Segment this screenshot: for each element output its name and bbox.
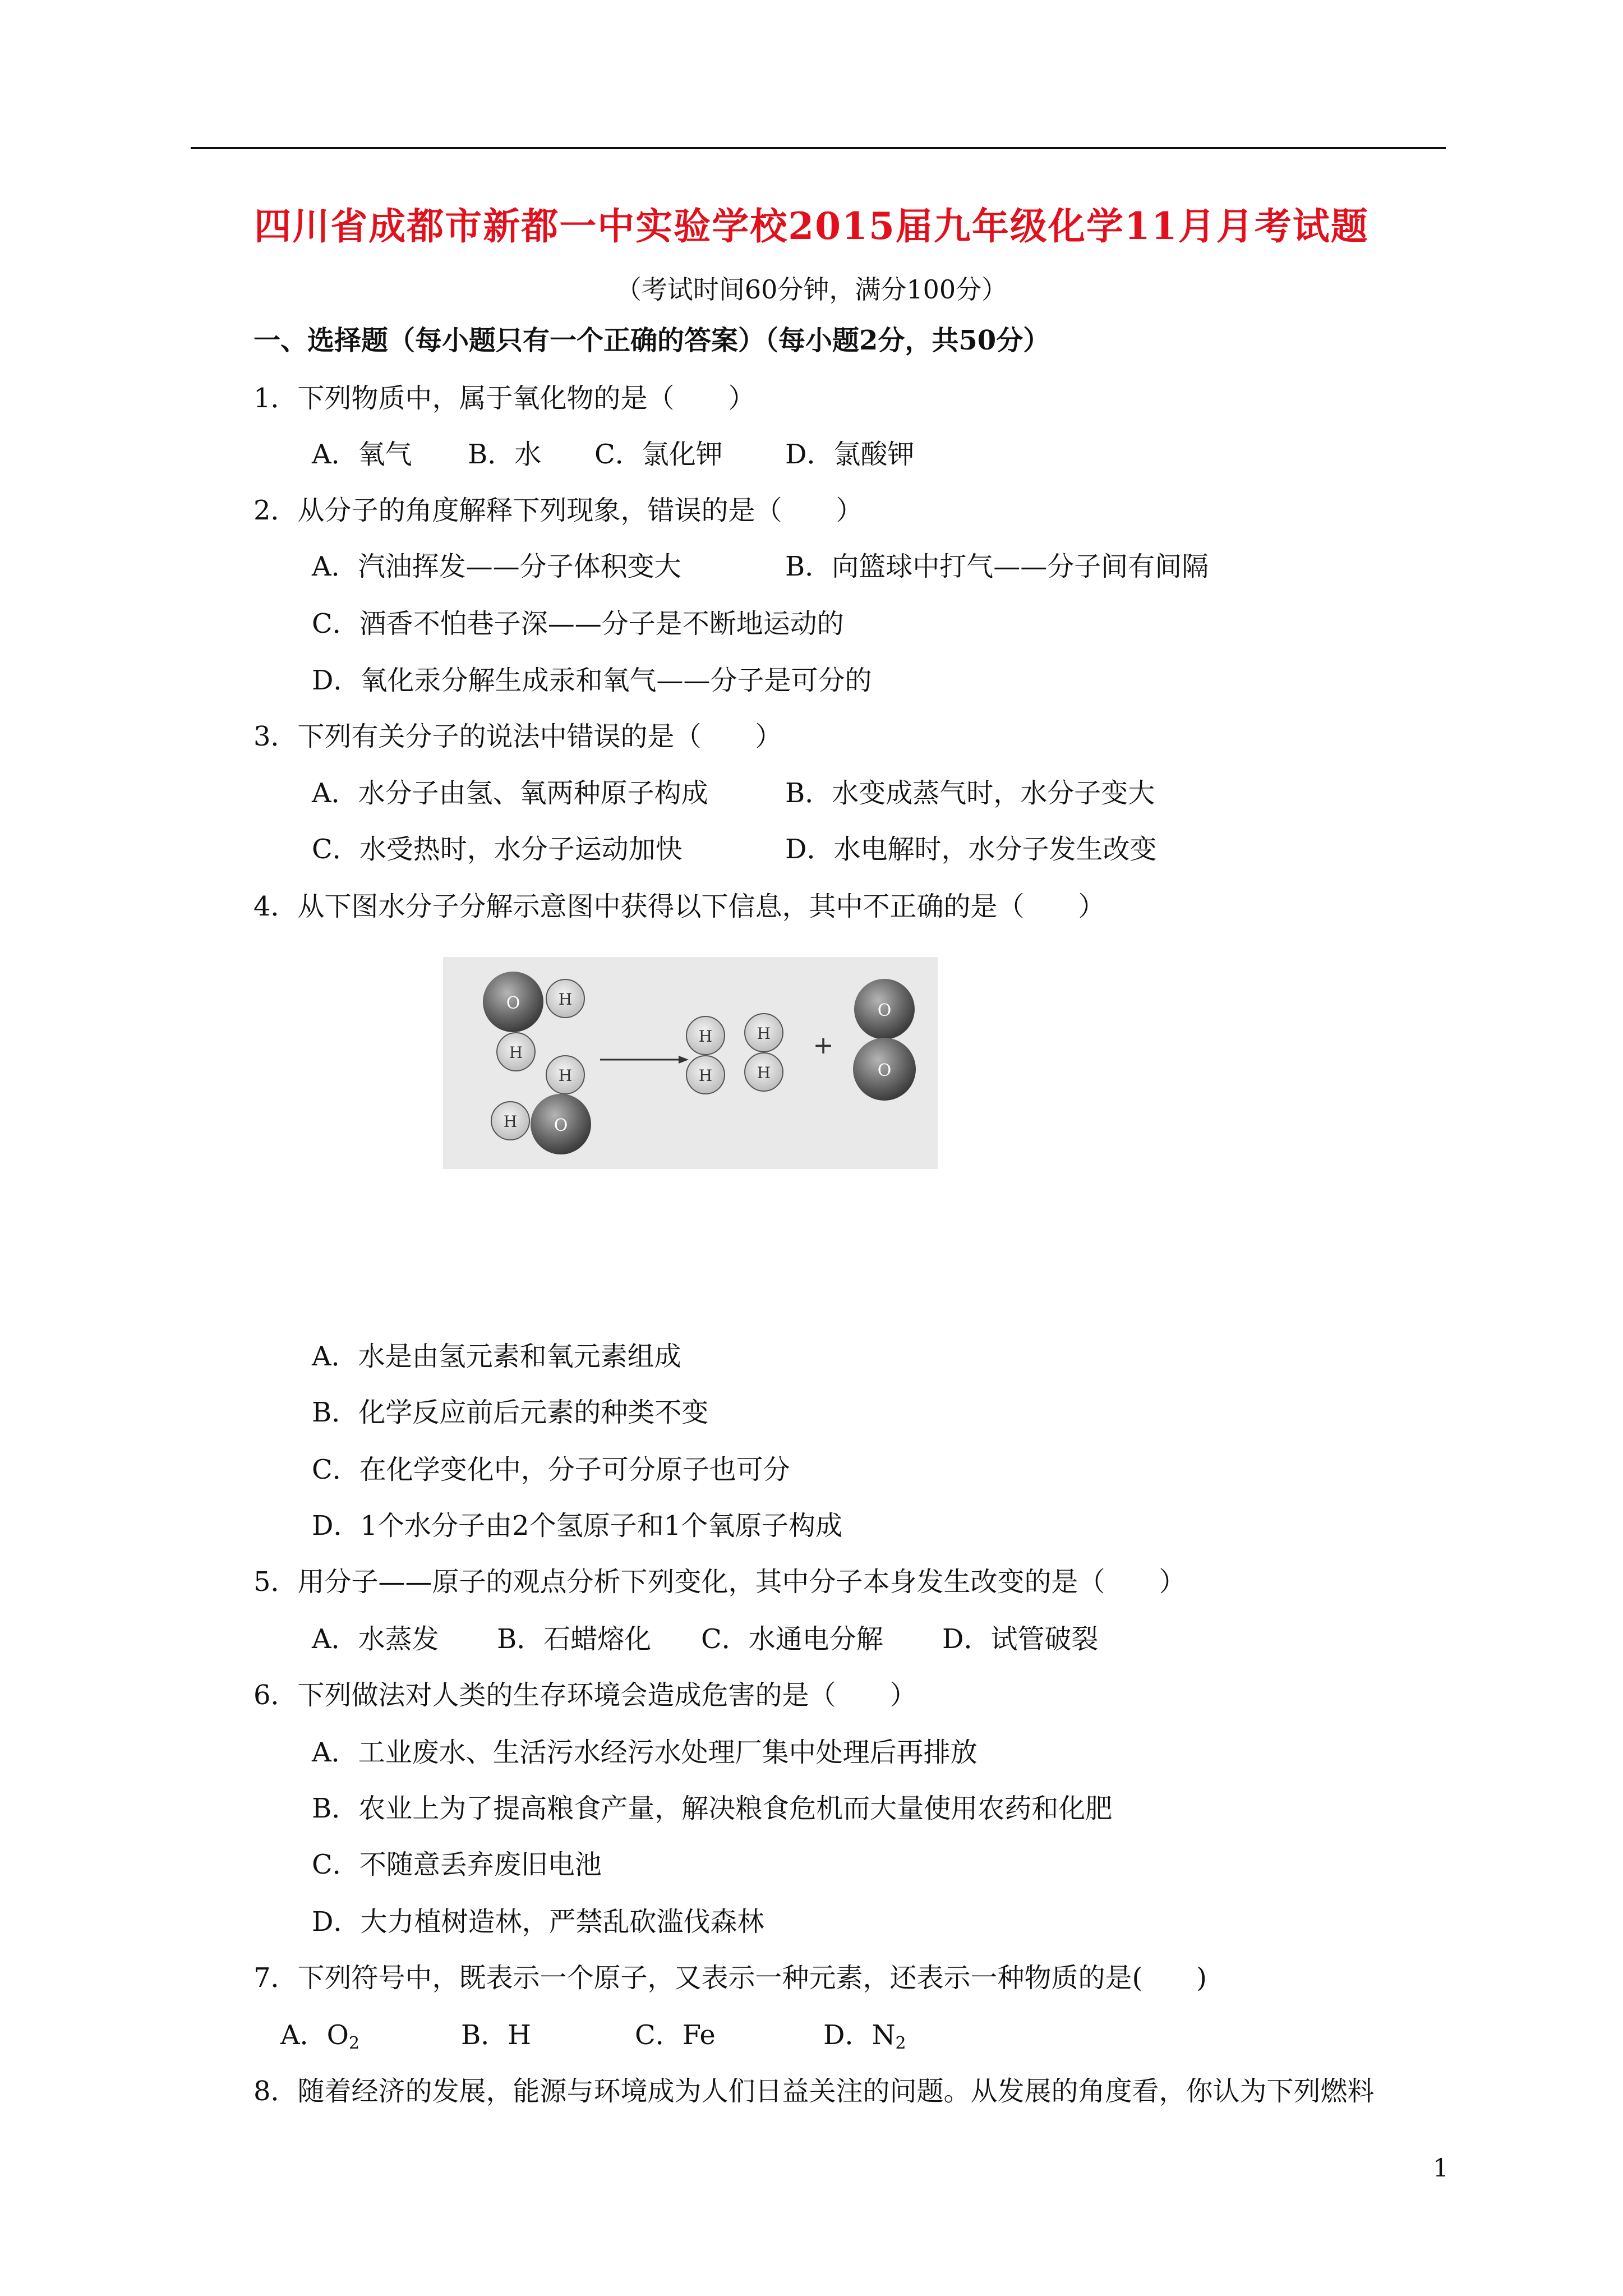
plus-sign: + [813, 1031, 834, 1060]
oxygen-molecule [853, 979, 916, 1101]
hydrogen-molecule-1 [686, 1016, 725, 1094]
question-3: 3．下列有关分子的说法中错误的是（ ） [253, 721, 782, 752]
reaction-arrow [600, 1056, 689, 1064]
option-c: C．水通电分解 [701, 1623, 883, 1655]
option-b: B．农业上为了提高粮食产量，解决粮食危机而大量使用农药和化肥 [312, 1793, 1113, 1824]
option-d: D．大力植树造林，严禁乱砍滥伐森林 [312, 1906, 764, 1938]
option-c: C．酒香不怕巷子深——分子是不断地运动的 [312, 608, 844, 639]
option-b: B．H [461, 2019, 532, 2051]
atom-label: O [554, 1116, 568, 1135]
option-c: C．水受热时，水分子运动加快 [312, 834, 683, 865]
page-number: 1 [1433, 2154, 1449, 2183]
option-b: B．水 [468, 439, 542, 470]
option-a: A．水蒸发 [312, 1623, 439, 1655]
atom-label: H [698, 1027, 713, 1046]
option-a: A．水是由氢元素和氧元素组成 [312, 1341, 681, 1372]
option-d: D．1个水分子由2个氢原子和1个氧原子构成 [312, 1510, 843, 1542]
option-c: C．Fe [635, 2019, 716, 2051]
atom-label: H [757, 1024, 771, 1043]
question-1-options [312, 438, 915, 471]
question-7-options [280, 2018, 906, 2052]
section-heading: 一、选择题（每小题只有一个正确的答案）（每小题2分，共50分） [253, 325, 1050, 356]
water-decomposition-diagram [443, 957, 938, 1169]
header-rule [191, 147, 1446, 149]
question-1: 1．下列物质中，属于氧化物的是（ ） [253, 383, 755, 414]
option-b: B．化学反应前后元素的种类不变 [312, 1397, 709, 1428]
option-a: A．氧气 [312, 439, 412, 470]
atom-label: H [509, 1043, 523, 1062]
question-7: 7．下列符号中，既表示一个原子，又表示一种元素，还表示一种物质的是( ) [253, 1962, 1207, 1994]
atom-label: H [558, 1066, 573, 1085]
option-c: C．氯化钾 [594, 439, 723, 470]
option-c: C．在化学变化中，分子可分原子也可分 [312, 1454, 790, 1485]
option-a: A．$O_2$ [280, 2019, 360, 2053]
option-a: A．工业废水、生活污水经污水处理厂集中处理后再排放 [312, 1737, 978, 1768]
water-molecule-2 [491, 1056, 591, 1154]
option-d: D．$N_2$ [823, 2019, 906, 2053]
atom-label: H [757, 1064, 771, 1082]
atom-label: H [558, 990, 573, 1009]
question-5: 5．用分子——原子的观点分析下列变化，其中分子本身发生改变的是（ ） [253, 1566, 1186, 1598]
atom-label: O [877, 1061, 892, 1080]
option-b: B．水变成蒸气时，水分子变大 [785, 777, 1155, 809]
option-d: D．氧化汞分解生成汞和氧气——分子是可分的 [312, 665, 872, 696]
option-d: D．氯酸钾 [785, 439, 915, 470]
question-8: 8．随着经济的发展，能源与环境成为人们日益关注的问题。从发展的角度看，你认为下列燃料 [253, 2076, 1375, 2107]
atom-label: O [506, 993, 520, 1013]
option-b: B．石蜡熔化 [497, 1623, 652, 1655]
atom-label: O [877, 1001, 892, 1020]
option-a: A．汽油挥发——分子体积变大 [312, 551, 681, 582]
hydrogen-molecule-2 [745, 1014, 783, 1091]
atom-label: H [698, 1066, 713, 1085]
option-d: D．试管破裂 [942, 1623, 1099, 1655]
atom-label: H [503, 1112, 518, 1131]
option-a: A．水分子由氢、氧两种原子构成 [312, 777, 708, 809]
question-6: 6．下列做法对人类的生存环境会造成危害的是（ ） [253, 1680, 917, 1711]
question-4: 4．从下图水分子分解示意图中获得以下信息，其中不正确的是（ ） [253, 891, 1105, 922]
question-2: 2．从分子的角度解释下列现象，错误的是（ ） [253, 495, 863, 526]
option-b: B．向篮球中打气——分子间有间隔 [785, 551, 1209, 582]
exam-title: 四川省成都市新都一中实验学校2015届九年级化学11月月考试题 [254, 204, 1369, 248]
question-5-options [312, 1622, 1099, 1656]
exam-subtitle: （考试时间60分钟，满分100分） [615, 274, 1008, 305]
option-c: C．不随意丢弃废旧电池 [312, 1849, 602, 1880]
option-d: D．水电解时，水分子发生改变 [785, 834, 1157, 865]
